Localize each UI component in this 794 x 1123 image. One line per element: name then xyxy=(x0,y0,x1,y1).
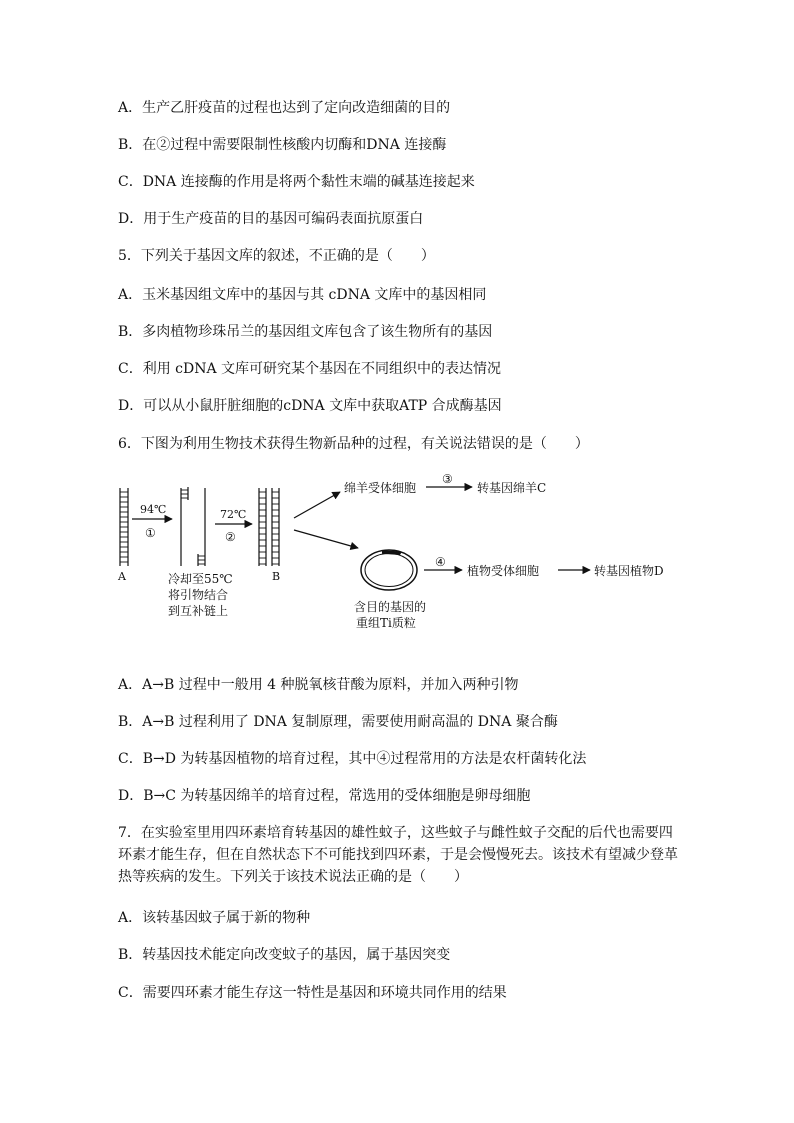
ti-plasmid-icon xyxy=(361,550,417,590)
dna-b-icon xyxy=(259,488,279,566)
arrow-to-sheep-cell xyxy=(294,492,340,518)
cool-note-line3: 到互补链上 xyxy=(168,604,229,618)
q6-option-d: D．B→C 为转基因绵羊的培育过程，常选用的受体细胞是卵母细胞 xyxy=(118,788,531,804)
step-2: ② xyxy=(225,530,236,544)
arrow-to-plasmid xyxy=(294,530,358,548)
q7-stem: 7．在实验室里用四环素培育转基因的雄性蚊子，这些蚊子与雌性蚊子交配的后代也需要四环素才能生存，但在自然状态下不可能找到四环素，于是会慢慢死去。该技术有望减少登革热等疾病的发生。下列关于该技术说法正确的是（ ） xyxy=(118,825,678,885)
transgenic-plant-d: 转基因植物D xyxy=(594,564,664,578)
sheep-recipient-cell: 绵羊受体细胞 xyxy=(344,481,417,495)
label-b: B xyxy=(272,570,281,583)
q5-option-c: C．利用 cDNA 文库可研究某个基因在不同组织中的表达情况 xyxy=(118,361,502,377)
q4-option-c: C．DNA 连接酶的作用是将两个黏性末端的碱基连接起来 xyxy=(118,174,475,190)
plasmid-label-line1: 含目的基因的 xyxy=(354,600,427,614)
q5-stem: 5．下列关于基因文库的叙述，不正确的是（ ） xyxy=(118,248,435,264)
q6-stem: 6．下图为利用生物技术获得生物新品种的过程，有关说法错误的是（ ） xyxy=(118,436,589,452)
q4-option-b: B．在②过程中需要限制性核酸内切酶和DNA 连接酶 xyxy=(118,137,447,153)
step-1: ① xyxy=(145,526,156,540)
q6-option-a: A．A→B 过程中一般用 4 种脱氧核苷酸为原料，并加入两种引物 xyxy=(118,677,519,693)
q5-option-a: A．玉米基因组文库中的基因与其 cDNA 文库中的基因相同 xyxy=(118,287,487,303)
q7-option-b: B．转基因技术能定向改变蚊子的基因，属于基因突变 xyxy=(118,947,451,963)
q4-option-d: D．用于生产疫苗的目的基因可编码表面抗原蛋白 xyxy=(118,211,424,227)
plant-recipient-cell: 植物受体细胞 xyxy=(467,564,540,578)
plasmid-label-line2: 重组Ti质粒 xyxy=(356,616,416,630)
dna-a-icon xyxy=(120,488,128,566)
single-strands-icon xyxy=(181,487,205,566)
cool-note-line2: 将引物结合 xyxy=(168,588,229,602)
q5-option-d: D．可以从小鼠肝脏细胞的cDNA 文库中获取ATP 合成酶基因 xyxy=(118,398,502,414)
temp-94: 94℃ xyxy=(140,503,167,516)
q6-option-c: C．B→D 为转基因植物的培育过程，其中④过程常用的方法是农杆菌转化法 xyxy=(118,751,587,767)
step-3: ③ xyxy=(442,472,453,486)
pcr-transgenic-diagram xyxy=(112,470,692,640)
temp-72: 72℃ xyxy=(220,508,247,521)
step-4: ④ xyxy=(435,555,446,569)
q4-option-a: A．生产乙肝疫苗的过程也达到了定向改造细菌的目的 xyxy=(118,100,451,116)
cool-note-line1: 冷却至55℃ xyxy=(168,572,233,586)
q5-option-b: B．多肉植物珍珠吊兰的基因组文库包含了该生物所有的基因 xyxy=(118,324,493,340)
q7-option-c: C．需要四环素才能生存这一特性是基因和环境共同作用的结果 xyxy=(118,985,507,1001)
q6-option-b: B．A→B 过程利用了 DNA 复制原理，需要使用耐高温的 DNA 聚合酶 xyxy=(118,714,558,730)
label-a: A xyxy=(118,570,126,583)
transgenic-sheep-c: 转基因绵羊C xyxy=(477,481,547,495)
q7-option-a: A．该转基因蚊子属于新的物种 xyxy=(118,910,311,926)
